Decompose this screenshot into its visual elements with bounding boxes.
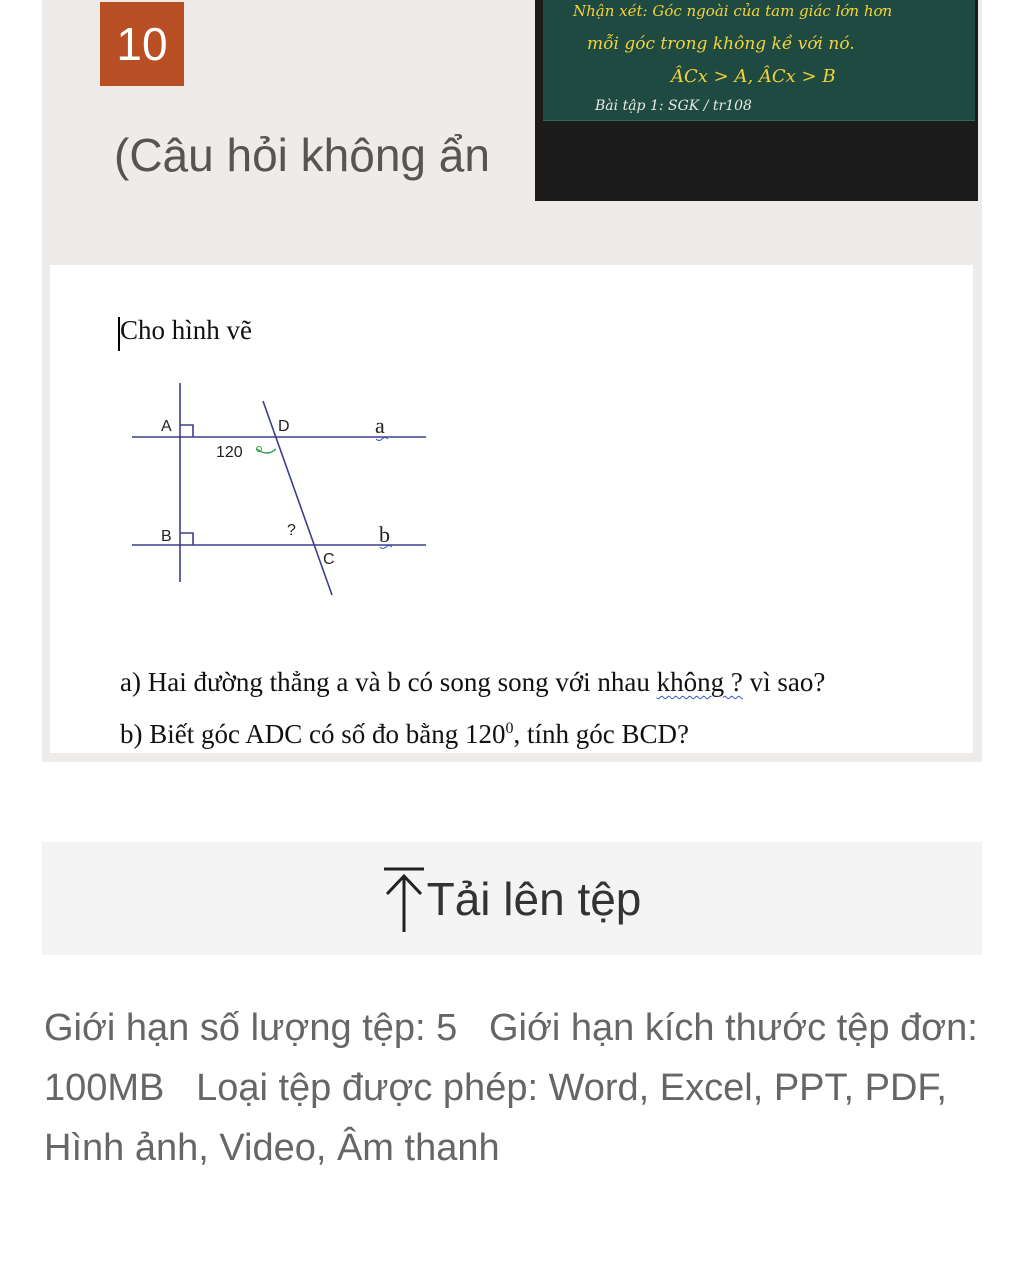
unknown-angle-label: ? xyxy=(287,522,296,539)
question-title: (Câu hỏi không ẩn xyxy=(114,129,490,181)
label-b: b xyxy=(379,522,390,547)
degree-superscript: 0 xyxy=(505,720,514,737)
label-D: D xyxy=(278,418,290,435)
part-b-suffix: , tính góc BCD? xyxy=(513,719,689,749)
question-content xyxy=(50,265,973,753)
right-angle-A xyxy=(180,425,193,437)
question-part-b xyxy=(120,719,689,750)
label-a: a xyxy=(375,413,385,438)
part-a-suffix: vì sao? xyxy=(742,667,826,697)
right-angle-B xyxy=(180,533,193,545)
part-b-text: b) Biết góc ADC có số đo bằng 120 xyxy=(120,719,506,749)
label-C: C xyxy=(323,551,335,568)
limit-file-types: Loại tệp được phép: Word, Excel, PPT, PDF, Hình ảnh, Video, Âm thanh xyxy=(44,1067,947,1169)
chalk-line-1: Nhận xét: Góc ngoài của tam giác lớn hơn xyxy=(573,2,893,20)
upload-icon xyxy=(383,864,425,934)
part-a-underlined: không ? xyxy=(656,667,743,697)
chalkboard-video-frame xyxy=(543,0,975,121)
line-DC xyxy=(263,401,332,595)
angle-120-label: 120 xyxy=(216,444,243,461)
chalk-line-2: mỗi góc trong không kề với nó. xyxy=(587,34,855,54)
limit-file-count: Giới hạn số lượng tệp: 5 xyxy=(44,1007,458,1049)
limit-file-size: Giới hạn kích thước tệp đơn: 100MB xyxy=(44,1007,978,1109)
label-A: A xyxy=(161,418,172,435)
label-B: B xyxy=(161,528,172,545)
question-number-badge: 10 xyxy=(100,2,184,86)
part-a-text: a) Hai đường thẳng a và b có song song với nhau xyxy=(120,667,657,697)
chalk-line-4: Bài tập 1: SGK / tr108 xyxy=(595,98,752,114)
upload-limits xyxy=(44,998,984,1178)
problem-intro: Cho hình vẽ xyxy=(120,315,252,345)
chalk-line-3: ÂCx > A, ÂCx > B xyxy=(671,66,836,87)
upload-file-button[interactable] xyxy=(42,842,982,955)
video-overlay[interactable] xyxy=(535,0,978,201)
upload-label: Tải lên tệp xyxy=(426,872,642,925)
question-part-a xyxy=(120,667,825,698)
geometry-figure xyxy=(120,375,430,600)
